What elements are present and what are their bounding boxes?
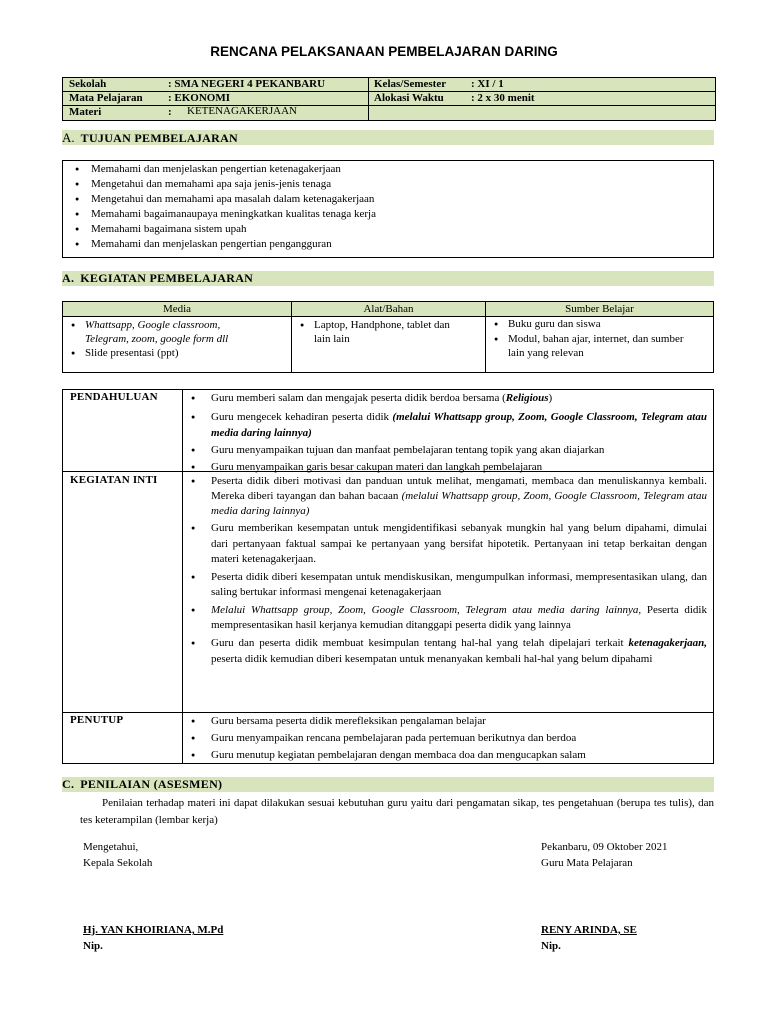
list-item: ● Guru memberi salam dan mengajak peserta didik berdoa bersama (Religious) bbox=[183, 391, 707, 406]
tujuan-list bbox=[63, 162, 713, 252]
mapel-value: : EKONOMI bbox=[168, 92, 231, 104]
list-item: ● Memahami bagaimanaupaya meningkatkan kualitas tenaga kerja bbox=[63, 207, 713, 222]
tujuan-letter: A. bbox=[62, 130, 75, 145]
list-item: ● Memahami dan menjelaskan pengertian ketenagakerjaan bbox=[63, 162, 713, 177]
list-item: ● Guru menyampaikan garis besar cakupan materi dan langkah pembelajaran bbox=[183, 460, 707, 475]
signature-left-name bbox=[83, 922, 223, 954]
sumber-cell bbox=[486, 317, 691, 360]
kepala-sekolah-name: Hj. YAN KHOIRIANA, M.Pd bbox=[83, 924, 224, 936]
media-table bbox=[62, 301, 714, 373]
identity-table bbox=[62, 77, 716, 121]
kelas-label: Kelas/Semester bbox=[374, 78, 447, 90]
list-item: ● Guru menyampaikan tujuan dan manfaat pembelajaran tentang topik yang akan diajarkan bbox=[183, 443, 707, 458]
alat-cell bbox=[292, 318, 462, 346]
guru-name: RENY ARINDA, SE bbox=[541, 924, 637, 936]
list-item: ● Peserta didik diberi kesempatan untuk mendiskusikan, mengumpulkan informasi, mempresentasikan ulang, dan saling bertukar informasi mengenai ketenagakerjaan bbox=[183, 570, 707, 601]
penutup-cell bbox=[183, 714, 707, 763]
penilaian-text: Penilaian terhadap materi ini dapat dilakukan sesuai kebutuhan guru yaitu dari pengamatan sikap, tes pengetahuan (berupa tes tulis), dan tes keterampilan (lembar kerja) bbox=[80, 797, 714, 826]
penilaian-header bbox=[62, 777, 222, 792]
kegiatan-heading: KEGIATAN PEMBELAJARAN bbox=[80, 271, 254, 285]
pendahuluan-cell bbox=[183, 391, 707, 475]
place-date-text: Pekanbaru, 09 Oktober 2021 bbox=[541, 841, 668, 853]
list-item: ● Guru menutup kegiatan pembelajaran dengan membaca doa dan mengucapkan salam bbox=[183, 748, 707, 763]
list-item: ● Whattsapp, Google classroom, Telegram, zoom, google form dll bbox=[63, 318, 253, 346]
guru-mapel-text: Guru Mata Pelajaran bbox=[541, 857, 633, 869]
signature-right bbox=[541, 839, 667, 871]
list-item: ● Buku guru dan siswa bbox=[486, 317, 691, 331]
signature-right-name bbox=[541, 922, 637, 954]
list-item: ● Memahami bagaimana sistem upah bbox=[63, 222, 713, 237]
list-item: ● Mengetahui dan memahami apa saja jenis-jenis tenaga bbox=[63, 177, 713, 192]
list-item: ● Slide presentasi (ppt) bbox=[63, 346, 253, 360]
sumber-header: Sumber Belajar bbox=[486, 302, 713, 316]
penilaian-letter: C. bbox=[62, 777, 75, 791]
list-item: ● Mengetahui dan memahami apa masalah dalam ketenagakerjaan bbox=[63, 192, 713, 207]
list-item: ● Guru dan peserta didik membuat kesimpulan tentang hal-hal yang telah dipelajari terkait ketenagakerjaan, peserta didik kemudian diberi kesempatan untuk menanyakan kembali hal-hal yang belum dipahami bbox=[183, 635, 707, 667]
list-item: ● Guru menyampaikan rencana pembelajaran pada pertemuan berikutnya dan berdoa bbox=[183, 731, 707, 746]
tujuan-heading: TUJUAN PEMBELAJARAN bbox=[80, 131, 239, 145]
kegiatan-header bbox=[62, 271, 253, 286]
kepala-sekolah-nip: Nip. bbox=[83, 940, 103, 952]
media-cell bbox=[63, 318, 253, 360]
kegiatan-inti-label: KEGIATAN INTI bbox=[70, 474, 158, 486]
pendahuluan-label: PENDAHULUAN bbox=[70, 391, 158, 403]
materi-value: KETENAGAKERJAAN bbox=[187, 105, 297, 117]
list-item: ● Peserta didik diberi motivasi dan panduan untuk melihat, mengamati, membaca dan menuliskannya kembali. Mereka diberi tayangan dan bahan bacaan (melalui Whattsapp group, Zoom, Google Classroom, Telegram atau media daring lainnya) bbox=[183, 474, 707, 519]
penilaian-heading: PENILAIAN (ASESMEN) bbox=[80, 777, 223, 791]
list-item: ● Guru mengecek kehadiran peserta didik (melalui Whattsapp group, Zoom, Google Classroom, Telegram atau media daring lainnya) bbox=[183, 409, 707, 441]
activities-table bbox=[62, 389, 714, 764]
kegiatan-letter: A. bbox=[62, 271, 75, 285]
materi-colon: : bbox=[168, 106, 172, 118]
list-item: ● Guru bersama peserta didik merefleksikan pengalaman belajar bbox=[183, 714, 707, 729]
penutup-label: PENUTUP bbox=[70, 714, 124, 726]
kepala-sekolah-text: Kepala Sekolah bbox=[83, 857, 153, 869]
list-item: ● Laptop, Handphone, tablet dan lain lain bbox=[292, 318, 462, 346]
sekolah-value: : SMA NEGERI 4 PEKANBARU bbox=[168, 78, 326, 90]
list-item: ● Memahami dan menjelaskan pengertian pengangguran bbox=[63, 237, 713, 252]
sekolah-label: Sekolah bbox=[69, 78, 107, 90]
materi-label: Materi bbox=[69, 106, 102, 118]
tujuan-box bbox=[62, 160, 714, 258]
signature-left bbox=[83, 839, 152, 871]
media-header: Media bbox=[63, 302, 291, 316]
kegiatan-inti-cell bbox=[183, 474, 707, 667]
mapel-label: Mata Pelajaran bbox=[69, 92, 143, 104]
guru-nip: Nip. bbox=[541, 940, 561, 952]
list-item: ● Melalui Whattsapp group, Zoom, Google Classroom, Telegram atau media daring lainnya, Peserta didik mempresentasikan hasil kerjanya kemudian ditanggapi peserta didik yang lainnya bbox=[183, 603, 707, 633]
alat-header: Alat/Bahan bbox=[292, 302, 485, 316]
alokasi-label: Alokasi Waktu bbox=[374, 92, 444, 104]
alokasi-value: : 2 x 30 menit bbox=[471, 92, 535, 104]
page-title: RENCANA PELAKSANAAN PEMBELAJARAN DARING bbox=[210, 44, 558, 59]
tujuan-header bbox=[62, 130, 238, 146]
list-item: ● Guru memberikan kesempatan untuk mengidentifikasi sebanyak mungkin hal yang belum dipahami, dimulai dari pertanyaan faktual sampai ke pertanyaan yang bersifat hipotetik. Pertanyaan ini tetap berkaitan dengan materi ketenagakerjaan. bbox=[183, 521, 707, 568]
kelas-value: : XI / 1 bbox=[471, 78, 504, 90]
list-item: ● Modul, bahan ajar, internet, dan sumber lain yang relevan bbox=[486, 332, 691, 360]
mengetahui-text: Mengetahui, bbox=[83, 841, 139, 853]
